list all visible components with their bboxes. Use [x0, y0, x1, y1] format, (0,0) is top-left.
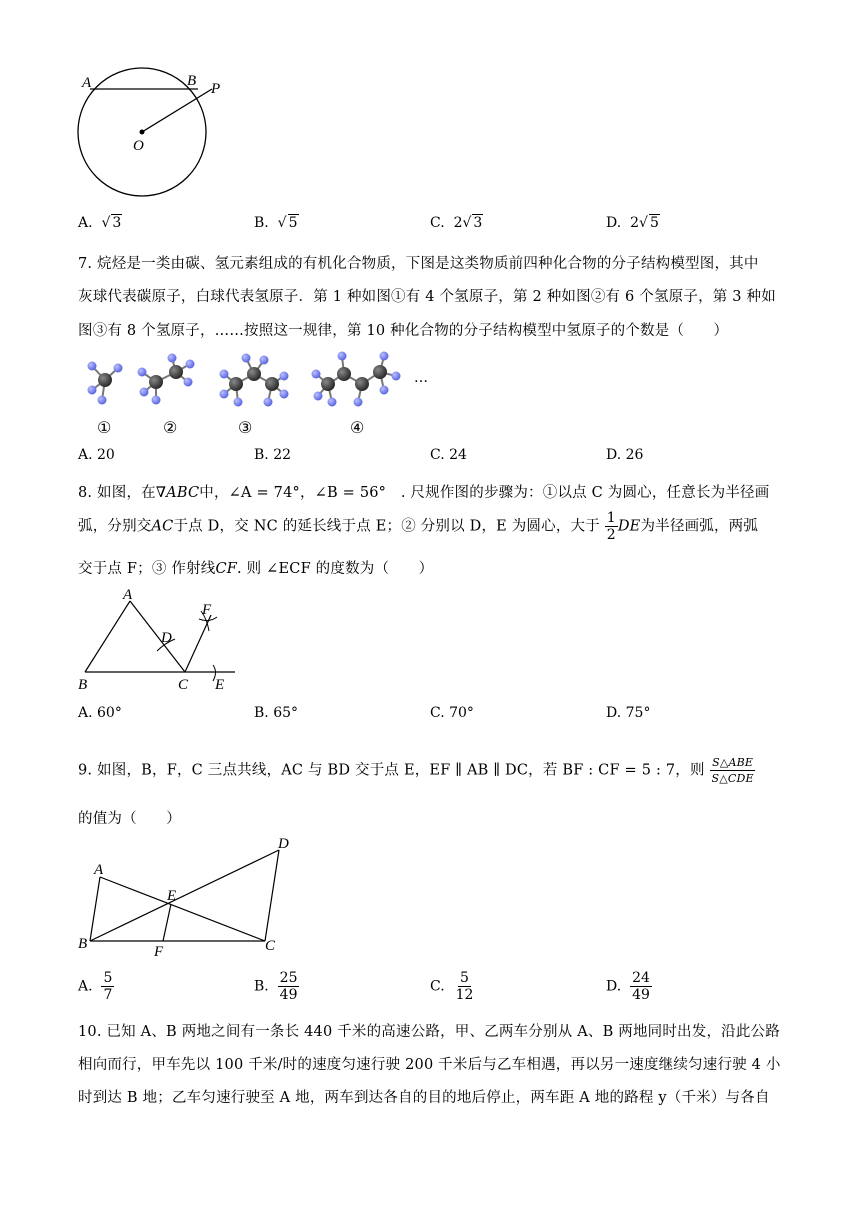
- q7-option-d: D. 26: [606, 447, 644, 463]
- label-b: B: [187, 73, 197, 89]
- q6-option-b: B. √ 5: [254, 215, 298, 231]
- q9-option-c: C. $\frac{5}{12}$: [430, 970, 474, 1003]
- q7-label-1: ①: [97, 418, 112, 437]
- q8-option-b: B. 65°: [254, 705, 299, 721]
- q7-text-line-2: 灰球代表碳原子，白球代表氢原子．第 1 种如图①有 4 个氢原子，第 2 种如图②有 6 个氢原子，第 3 种如: [78, 289, 776, 305]
- molecule-4: [312, 352, 401, 407]
- q7-option-c: C. 24: [430, 447, 467, 463]
- label-p: P: [211, 81, 221, 97]
- segment-ef: [163, 904, 171, 941]
- q10-text-line-2: 相向而行，甲车先以 100 千米/时的速度匀速行驶 200 千米后与乙车相遇，再以另一速度继续匀速行驶 4 小: [78, 1057, 781, 1073]
- q7-label-2: ②: [163, 418, 178, 437]
- q7-label-4: ④: [350, 418, 365, 437]
- q10-text-line-1: 10. 已知 A、B 两地之间有一条长 440 千米的高速公路，甲、乙两车分别从 A、B 两地同时出发，沿此公路: [78, 1024, 780, 1040]
- q9-text-line-1: 9. 如图，B，F，C 三点共线，AC 与 BD 交于点 E，EF ∥ AB ∥ DC，若 BF : CF = 5 : 7，则 $\frac{\text{S△ABE}}{\text{S△CDE}}$: [78, 756, 754, 785]
- segment-bd: [90, 850, 279, 941]
- q8-option-d: D. 75°: [606, 705, 651, 721]
- label-e: E: [167, 888, 177, 904]
- label-b: B: [78, 936, 88, 952]
- segment-ac: [130, 601, 185, 672]
- q9-option-b: B. $\frac{25}{49}$: [254, 970, 298, 1003]
- label-d: D: [161, 630, 172, 646]
- q6-option-d: D. 2√ 5: [606, 215, 659, 231]
- q7-text-line-1: 7. 烷烃是一类由碳、氢元素组成的有机化合物质，下图是这类物质前四种化合物的分子结构模型图，其中: [78, 256, 759, 272]
- segment-cd: [265, 850, 279, 941]
- molecule-1: [88, 362, 123, 405]
- q9-option-d: D. $\frac{24}{49}$: [606, 970, 650, 1003]
- q6-option-c: C. 2√ 3: [430, 215, 483, 231]
- segment-ab: [85, 601, 130, 672]
- q8-text-line-3: 交于点 F；③ 作射线CF. 则 ∠ECF 的度数为（ ）: [78, 561, 434, 577]
- segment-ac: [100, 877, 265, 941]
- q8-option-c: C. 70°: [430, 705, 474, 721]
- q9-figure: [72, 832, 302, 962]
- label-a: A: [123, 587, 133, 603]
- q7-molecule-figure: [78, 350, 438, 410]
- q10-text-line-3: 时到达 B 地；乙车匀速行驶至 A 地，两车到达各自的目的地后停止，两车距 A 地的路程 y（千米）与各自: [78, 1090, 770, 1106]
- q9-area-ratio: $\frac{\text{S△ABE}}{\text{S△CDE}}$: [711, 756, 754, 785]
- label-a: A: [94, 862, 104, 878]
- q7-label-3: ③: [238, 418, 253, 437]
- label-b: B: [78, 677, 88, 693]
- q6-option-a: A. √ 3: [78, 215, 122, 231]
- q9-text-line-2: 的值为（ ）: [78, 811, 181, 827]
- label-c: C: [265, 938, 276, 954]
- segment-op: [142, 89, 212, 132]
- label-e: E: [215, 677, 225, 693]
- label-a: A: [82, 75, 92, 91]
- label-f: F: [154, 944, 164, 960]
- q6-circle-figure: [70, 60, 240, 205]
- q8-triangle-figure: [75, 585, 250, 695]
- q9-option-a: A. $\frac{5}{7}$: [78, 970, 113, 1003]
- q8-fraction-half: $\frac{1}{2}$: [606, 510, 616, 543]
- q7-option-a: A. 20: [78, 447, 115, 463]
- molecule-3: [220, 354, 289, 407]
- label-o: O: [133, 138, 144, 154]
- segment-ab: [90, 877, 100, 941]
- molecule-2: [138, 354, 195, 405]
- label-c: C: [178, 677, 189, 693]
- label-d: D: [278, 836, 289, 852]
- label-f: F: [202, 602, 212, 618]
- q7-option-b: B. 22: [254, 447, 292, 463]
- q7-text-line-3: 图③有 8 个氢原子，……按照这一规律，第 10 种化合物的分子结构模型中氢原子的个数是（ ）: [78, 323, 729, 339]
- center-point-o: [140, 130, 145, 135]
- q8-option-a: A. 60°: [78, 705, 122, 721]
- q7-ellipsis: …: [414, 370, 428, 386]
- q8-text-line-2: 弧，分别交AC于点 D，交 NC 的延长线于点 E；② 分别以 D，E 为圆心，大于 $\frac{1}{2}$ DE为半径画弧，两弧: [78, 510, 759, 543]
- q8-text-line-1: 8. 如图，在∇ABC中，∠A = 74°，∠B = 56° . 尺规作图的步骤为：①以点 C 为圆心，任意长为半径画: [78, 485, 770, 501]
